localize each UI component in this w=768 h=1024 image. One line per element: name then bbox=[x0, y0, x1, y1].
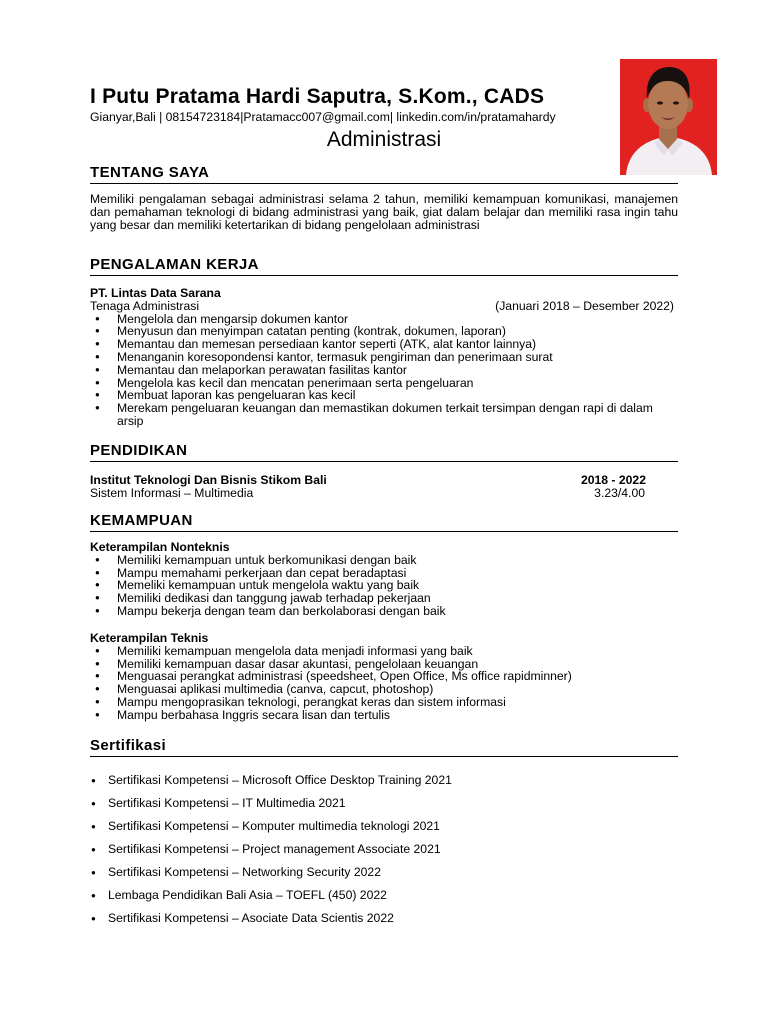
about-heading: TENTANG SAYA bbox=[90, 164, 678, 184]
skill-item: ● Memiliki kemampuan dasar dasar akuntasi, pengelolaan keuangan bbox=[90, 658, 678, 671]
duty-item: ● Memantau dan melaporkan perawatan fasilitas kantor bbox=[90, 364, 678, 377]
job-role: Tenaga Administrasi bbox=[90, 298, 200, 313]
major-row bbox=[90, 487, 678, 500]
company-name: PT. Lintas Data Sarana bbox=[90, 286, 221, 300]
nontech-skills bbox=[90, 541, 678, 618]
duty-item: ● Mengelola kas kecil dan mencatan penerimaan serta pengeluaran bbox=[90, 377, 678, 390]
skill-item: ● Mampu mengoprasikan teknologi, perangkat keras dan sistem informasi bbox=[90, 696, 678, 709]
tech-skills-title: Keterampilan Teknis bbox=[90, 631, 209, 645]
education-major: Sistem Informasi – Multimedia bbox=[90, 485, 254, 500]
duty-item: ● Menanganin koresopondensi kantor, termasuk pengiriman dan penerimaan surat bbox=[90, 351, 678, 364]
skill-item: ● Mampu bekerja dengan team dan berkolaborasi dengan baik bbox=[90, 605, 678, 618]
certification-list bbox=[90, 773, 678, 934]
skill-item: ● Memiliki kemampuan mengelola data menjadi informasi yang baik bbox=[90, 645, 678, 658]
duty-item: ● Mengelola dan mengarsip dokumen kantor bbox=[90, 313, 678, 326]
certification-item: ● Sertifikasi Kompetensi – Networking Security 2022 bbox=[90, 865, 678, 888]
certification-item: ● Sertifikasi Kompetensi – Asociate Data Scientis 2022 bbox=[90, 911, 678, 934]
skill-item: ● Mampu memahami perkerjaan dan cepat beradaptasi bbox=[90, 567, 678, 580]
role-row bbox=[90, 300, 678, 313]
certifications-heading: Sertifikasi bbox=[90, 737, 678, 757]
skill-item: ● Memeliki kemampuan untuk mengelola waktu yang baik bbox=[90, 579, 678, 592]
certification-item: ● Sertifikasi Kompetensi – Komputer multimedia teknologi 2021 bbox=[90, 819, 678, 842]
nontech-skill-list bbox=[90, 554, 678, 618]
duty-list bbox=[90, 313, 678, 428]
duty-item: ● Memantau dan memesan persediaan kantor seperti (ATK, alat kantor lainnya) bbox=[90, 338, 678, 351]
nontech-skills-title: Keterampilan Nonteknis bbox=[90, 540, 230, 554]
profile-photo bbox=[620, 59, 717, 175]
education-row bbox=[90, 474, 678, 487]
skill-item: ● Memiliki dedikasi dan tanggung jawab terhadap pekerjaan bbox=[90, 592, 678, 605]
duty-item: ● Merekam pengeluaran keuangan dan memastikan dokumen terkait tersimpan dengan rapi di dalam arsip bbox=[90, 402, 678, 428]
certifications-block bbox=[90, 773, 678, 934]
skill-item: ● Mampu berbahasa Inggris secara lisan dan tertulis bbox=[90, 709, 678, 722]
job-period: (Januari 2018 – Desember 2022) bbox=[495, 298, 674, 313]
job-title: Administrasi bbox=[326, 128, 442, 151]
certification-item: ● Sertifikasi Kompetensi – Project management Associate 2021 bbox=[90, 842, 678, 865]
experience-heading: PENGALAMAN KERJA bbox=[90, 256, 678, 276]
duty-item: ● Menyusun dan menyimpan catatan penting (kontrak, dokumen, laporan) bbox=[90, 325, 678, 338]
skill-item: ● Memiliki kemampuan untuk berkomunikasi dengan baik bbox=[90, 554, 678, 567]
education-entry bbox=[90, 474, 678, 500]
certification-item: ● Sertifikasi Kompetensi – IT Multimedia 2021 bbox=[90, 796, 678, 819]
skill-item: ● Menguasai perangkat administrasi (speedsheet, Open Office, Ms office rapidminner) bbox=[90, 670, 678, 683]
education-gpa: 3.23/4.00 bbox=[594, 485, 645, 500]
education-heading: PENDIDIKAN bbox=[90, 442, 678, 462]
tech-skill-list bbox=[90, 645, 678, 722]
about-text: Memiliki pengalaman sebagai administrasi selama 2 tahun, memiliki kemampuan komunikasi, manajemen dan pemahaman teknologi di bidang administrasi yang baik, giat dalam belajar dan memiliki rasa ingin tahu yang besar dan memiliki ketertarikan di bidang pengelolaan administrasi bbox=[90, 192, 678, 232]
skill-item: ● Menguasai aplikasi multimedia (canva, capcut, photoshop) bbox=[90, 683, 678, 696]
certification-item: ● Lembaga Pendidikan Bali Asia – TOEFL (450) 2022 bbox=[90, 888, 678, 911]
institution-name: Institut Teknologi Dan Bisnis Stikom Bali bbox=[90, 473, 327, 487]
certification-item: ● Sertifikasi Kompetensi – Microsoft Office Desktop Training 2021 bbox=[90, 773, 678, 796]
candidate-name: I Putu Pratama Hardi Saputra, S.Kom., CADS bbox=[90, 85, 545, 108]
skills-heading: KEMAMPUAN bbox=[90, 512, 678, 532]
duty-item: ● Membuat laporan kas pengeluaran kas kecil bbox=[90, 389, 678, 402]
contact-info: Gianyar,Bali | 08154723184|Pratamacc007@gmail.com| linkedin.com/in/pratamahardy bbox=[90, 110, 556, 124]
tech-skills bbox=[90, 632, 678, 722]
experience-entry bbox=[90, 287, 678, 428]
education-years: 2018 - 2022 bbox=[580, 473, 646, 487]
